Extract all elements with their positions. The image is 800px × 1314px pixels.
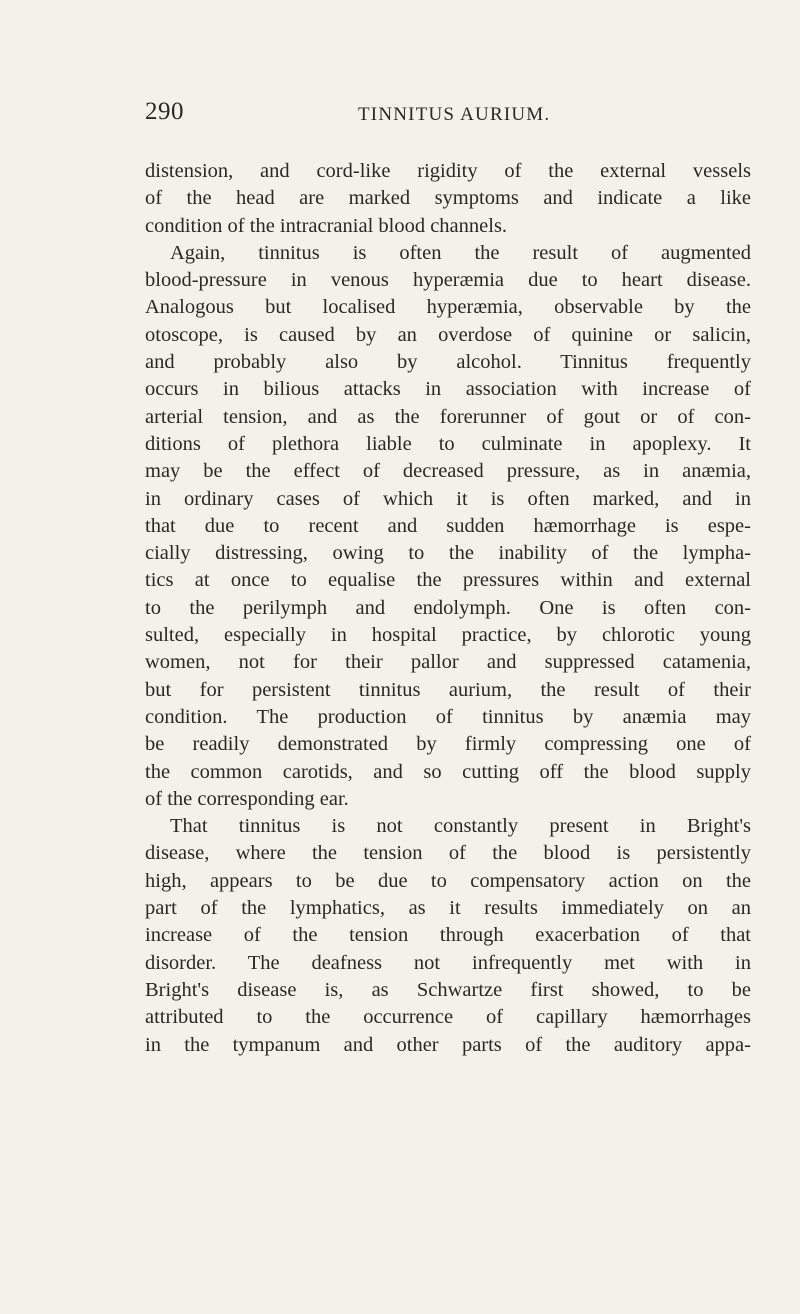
text-line: and probably also by alcohol. Tinnitus frequently [145, 351, 751, 374]
text-line: but for persistent tinnitus aurium, the result of their [145, 678, 751, 701]
text-line: sulted, especially in hospital practice, by chlorotic young [145, 624, 751, 647]
text-line: the common carotids, and so cutting off the blood supply [145, 760, 751, 783]
text-line: disease, where the tension of the blood is persistently [145, 842, 751, 865]
running-title: TINNITUS AURIUM. [358, 104, 551, 125]
text-line: that due to recent and sudden hæmorrhage is espe- [145, 514, 751, 537]
text-line: Bright's disease is, as Schwartze first showed, to be [145, 978, 751, 1001]
text-line: disorder. The deafness not infrequently met with in [145, 951, 751, 974]
text-line: tics at once to equalise the pressures within and external [145, 569, 751, 592]
text-line: part of the lymphatics, as it results immediately on an [145, 897, 751, 920]
text-line: attributed to the occurrence of capillary hæmorrhages [145, 1006, 751, 1029]
body-text [145, 158, 751, 1059]
text-line: high, appears to be due to compensatory action on the [145, 869, 751, 892]
text-line: arterial tension, and as the forerunner of gout or of con- [145, 405, 751, 428]
running-head [145, 98, 745, 138]
text-line: ditions of plethora liable to culminate in apoplexy. It [145, 432, 751, 455]
text-line: in ordinary cases of which it is often marked, and in [145, 487, 751, 510]
text-line: cially distressing, owing to the inability of the lympha- [145, 542, 751, 565]
text-line: to the perilymph and endolymph. One is often con- [145, 596, 751, 619]
text-line: of the head are marked symptoms and indicate a like [145, 187, 751, 210]
text-line: of the corresponding ear. [145, 787, 349, 810]
text-line: Analogous but localised hyperæmia, observable by the [145, 296, 751, 319]
text-line: may be the effect of decreased pressure, as in anæmia, [145, 460, 751, 483]
text-line: women, not for their pallor and suppressed catamenia, [145, 651, 751, 674]
text-line: Again, tinnitus is often the result of augmented [170, 241, 751, 264]
text-line: otoscope, is caused by an overdose of quinine or salicin, [145, 323, 751, 346]
text-line: condition. The production of tinnitus by anæmia may [145, 705, 751, 728]
paragraph [145, 813, 751, 1059]
paragraph [145, 158, 751, 240]
text-line: blood-pressure in venous hyperæmia due to heart disease. [145, 269, 751, 292]
page-number: 290 [145, 98, 184, 125]
text-line: That tinnitus is not constantly present in Bright's [170, 815, 751, 838]
text-line: increase of the tension through exacerbation of that [145, 924, 751, 947]
text-line: occurs in bilious attacks in association with increase of [145, 378, 751, 401]
text-line: condition of the intracranial blood channels. [145, 214, 508, 237]
text-line: distension, and cord-like rigidity of the external vessels [145, 160, 751, 182]
paragraph [145, 240, 751, 813]
text-line: in the tympanum and other parts of the auditory appa- [145, 1033, 751, 1056]
text-line: be readily demonstrated by firmly compressing one of [145, 733, 751, 756]
